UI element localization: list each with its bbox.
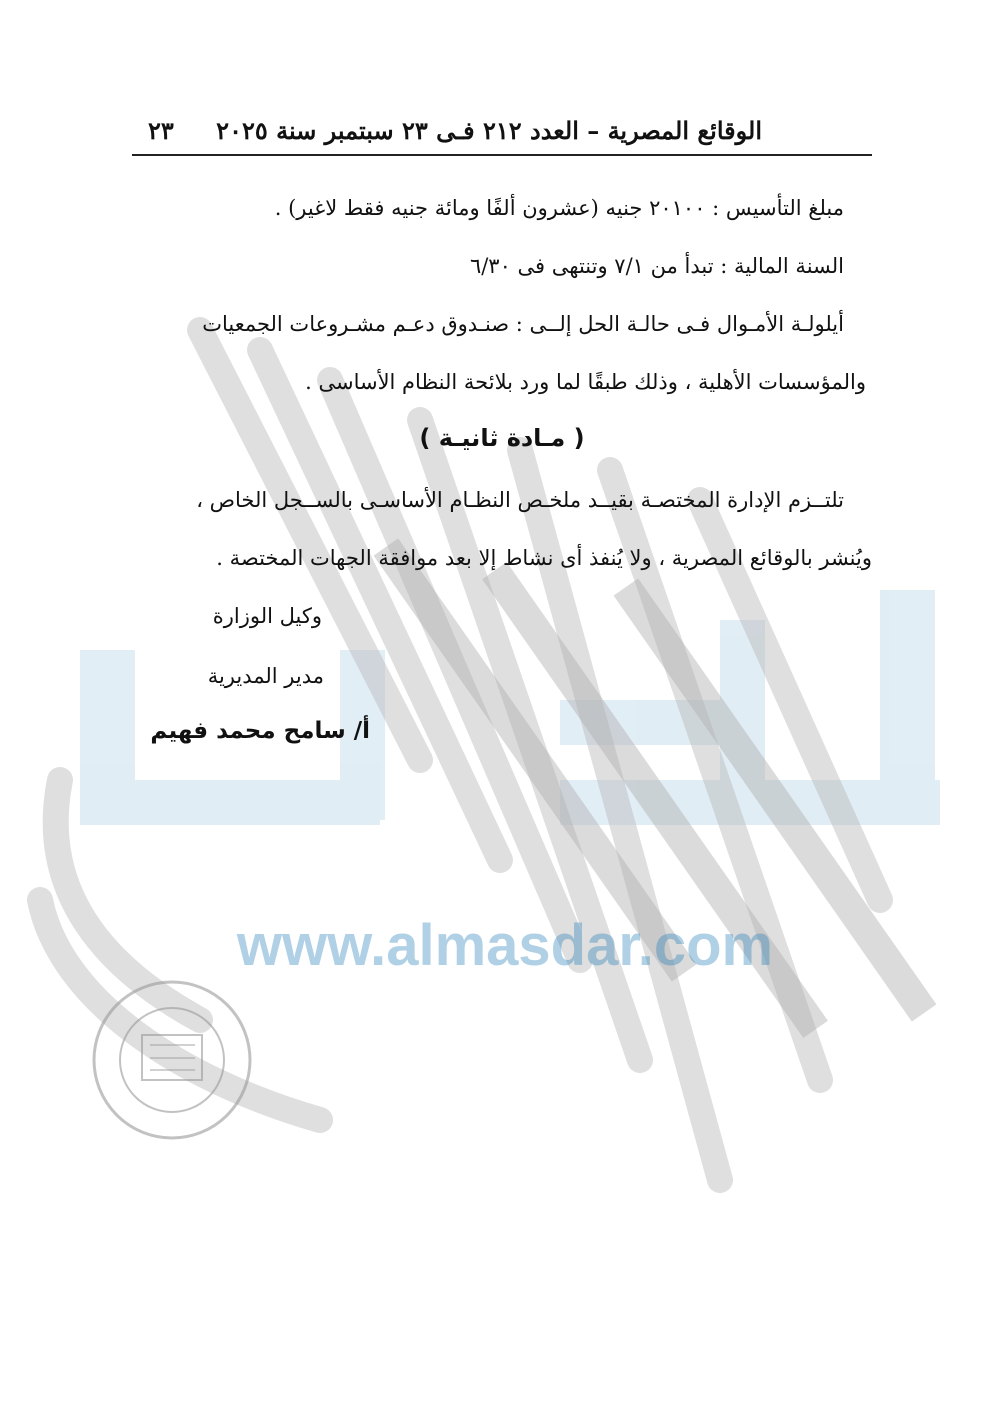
page-header bbox=[132, 112, 872, 156]
article-line-1: تلتــزم الإدارة المختصـة بقيــد ملخـص النظـام الأساسـى بالســجل الخاص ، bbox=[196, 488, 844, 512]
fiscal-year: السنة المالية : تبدأ من ٧/١ وتنتهى فى ٦/٣٠ bbox=[469, 254, 844, 278]
article-heading: ( مـادة ثانيـة ) bbox=[419, 424, 585, 452]
header-title: الوقائع المصرية – العدد ٢١٢ فـى ٢٣ سبتمبر سنة ٢٠٢٥ bbox=[216, 116, 762, 145]
article-line-2: ويُنشر بالوقائع المصرية ، ولا يُنفذ أى نشاط إلا بعد موافقة الجهات المختصة . bbox=[216, 546, 872, 570]
signature-role-2: مدير المديرية bbox=[207, 664, 324, 688]
founding-amount: مبلغ التأسيس : ٢٠١٠٠ جنيه (عشرون ألفًا ومائة جنيه فقط لاغير) . bbox=[274, 196, 844, 220]
page-number: ٢٣ bbox=[148, 116, 174, 145]
watermark-url: www.almasdar.com bbox=[236, 913, 774, 978]
assets-line-2: والمؤسسات الأهلية ، وذلك طبقًا لما ورد بلائحة النظام الأساسى . bbox=[305, 370, 866, 394]
signature-name: أ/ سامح محمد فهيم bbox=[150, 718, 370, 744]
signature-role-1: وكيل الوزارة bbox=[212, 604, 322, 628]
assets-line-1: أيلولـة الأمـوال فـى حالـة الحل إلــى : صنـدوق دعـم مشـروعات الجمعيات bbox=[202, 312, 844, 336]
